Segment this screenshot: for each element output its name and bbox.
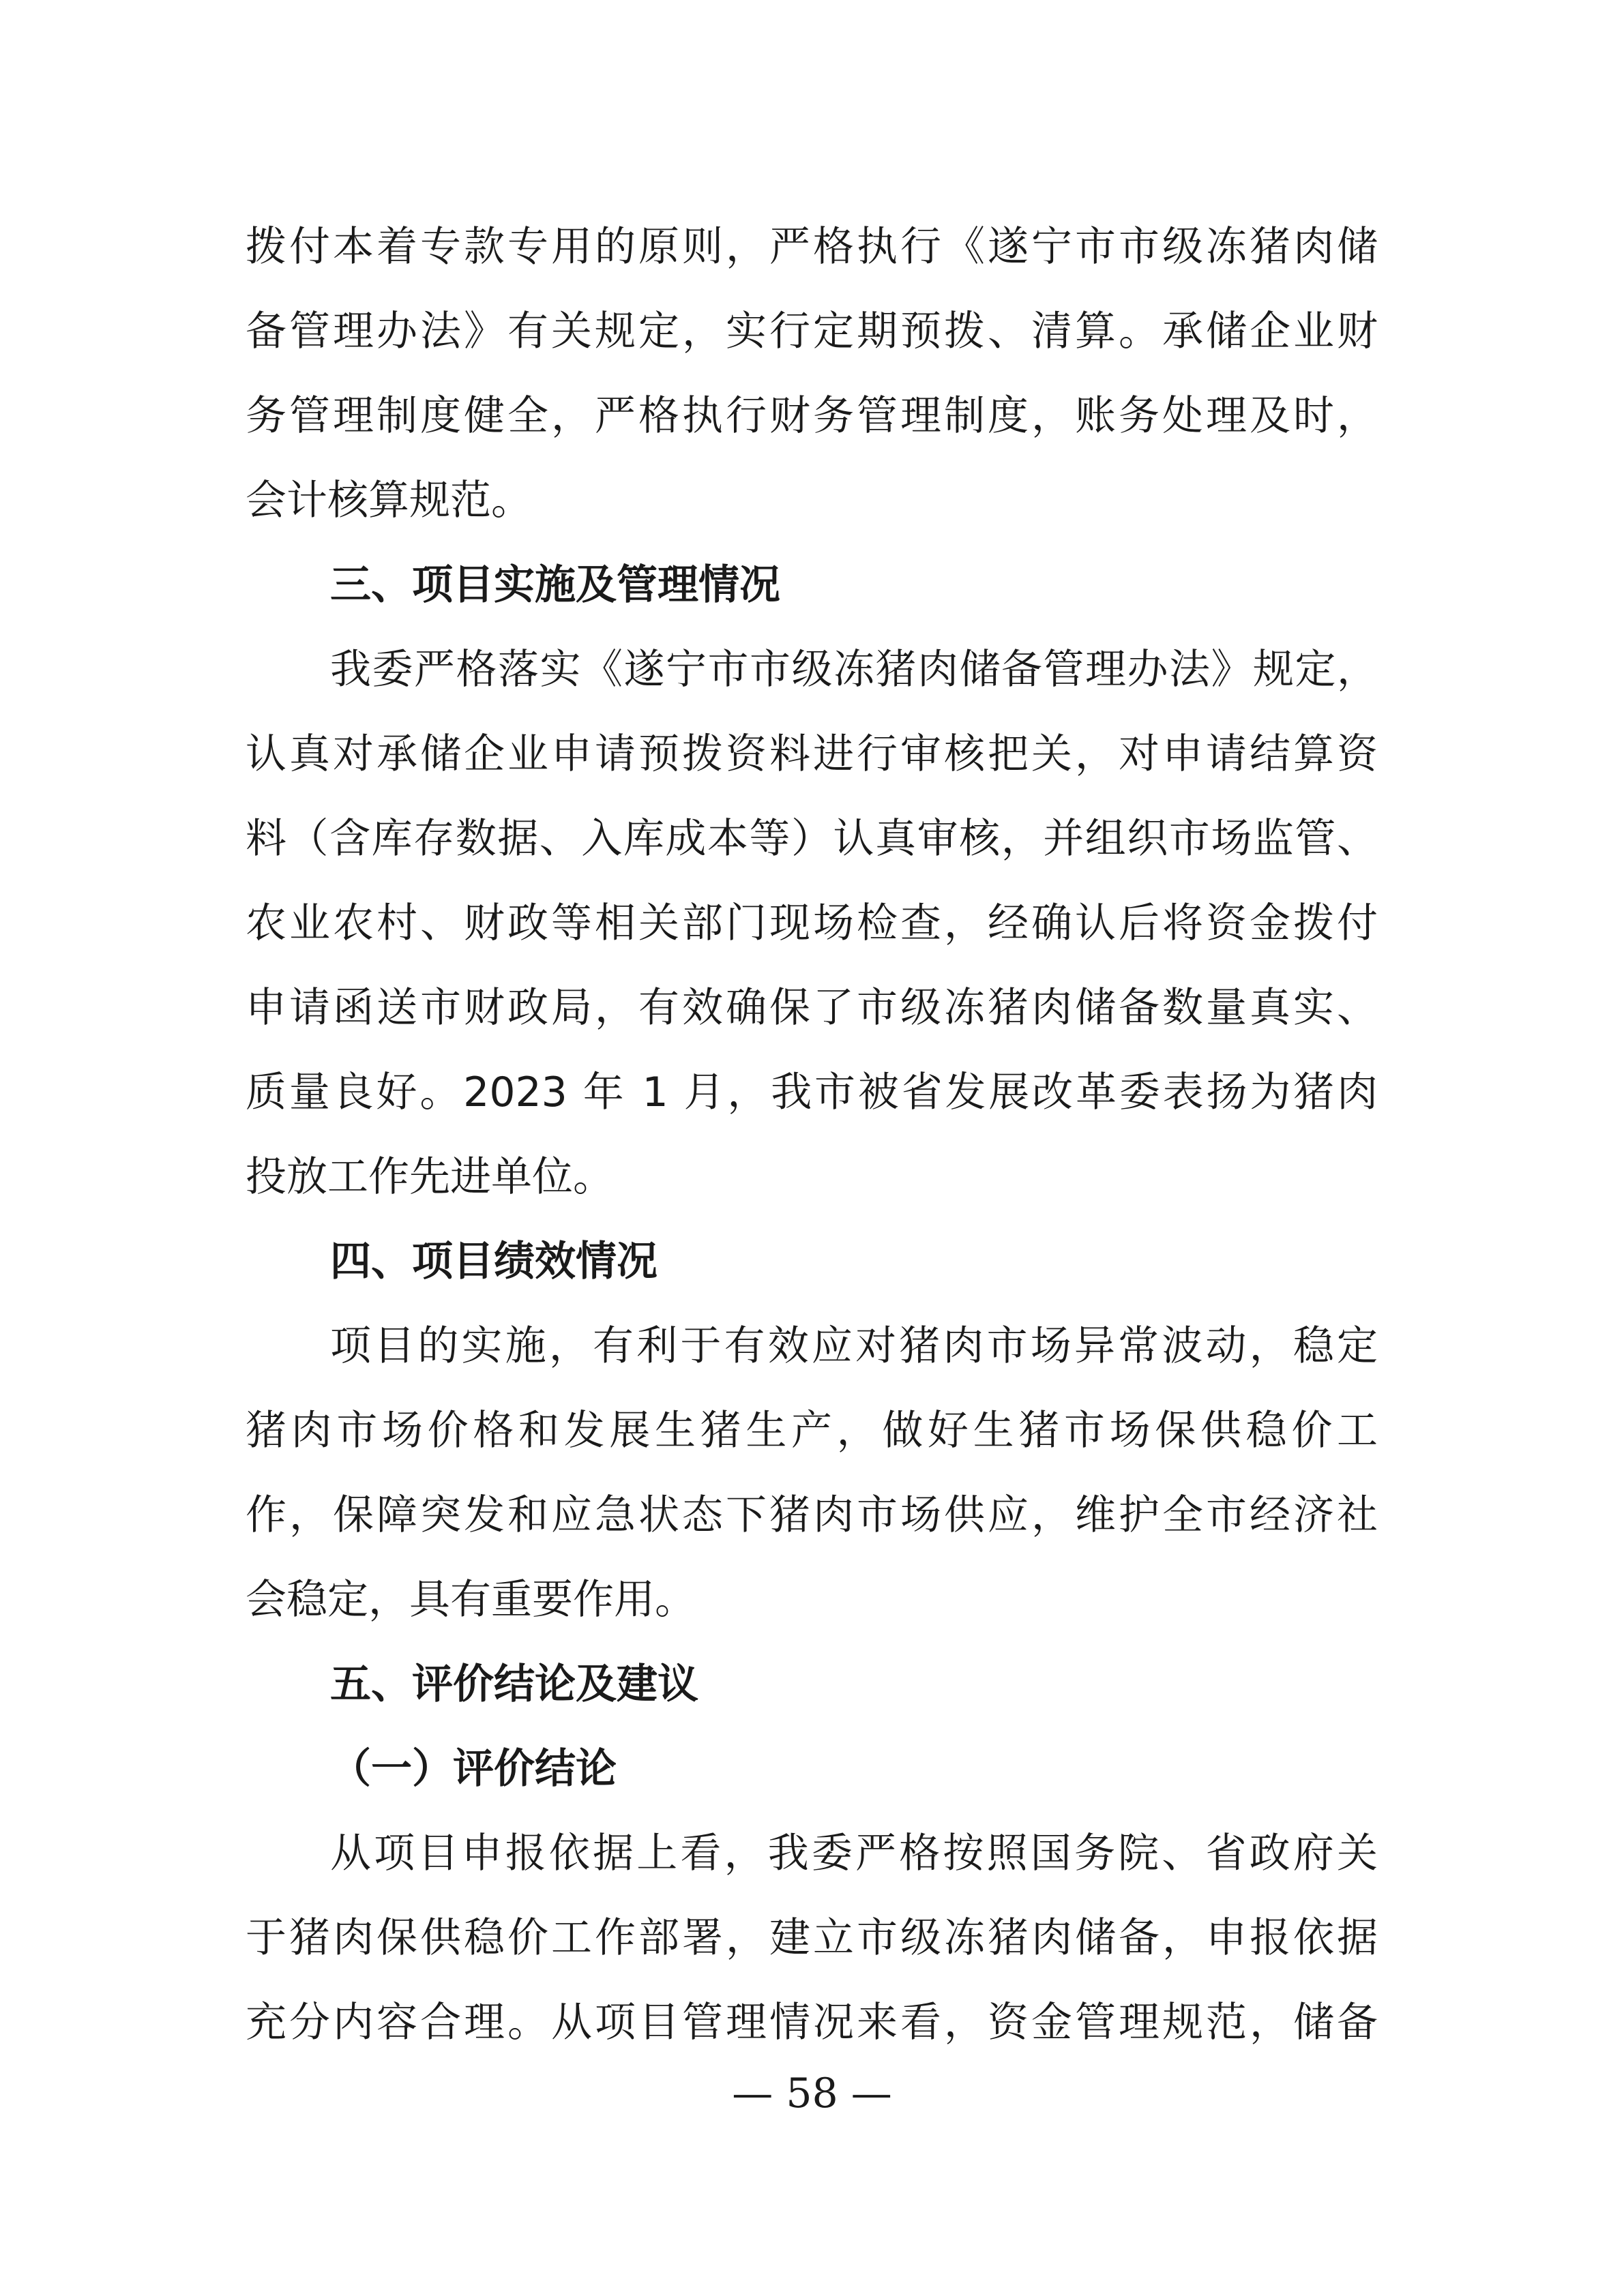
paragraph-line: 料（含库存数据、入库成本等）认真审核，并组织市场监管、 — [246, 815, 1378, 863]
paragraph-line: 于猪肉保供稳价工作部署，建立市级冻猪肉储备，申报依据 — [246, 1914, 1378, 1962]
section-heading: 四、项目绩效情况 — [330, 1238, 658, 1285]
paragraph-line: 猪肉市场价格和发展生猪生产，做好生猪市场保供稳价工 — [246, 1407, 1378, 1455]
paragraph-line: 务管理制度健全，严格执行财务管理制度，账务处理及时， — [246, 392, 1378, 440]
paragraph-line: 申请函送市财政局，有效确保了市级冻猪肉储备数量真实、 — [246, 984, 1378, 1032]
page-number: — 58 — — [732, 2070, 892, 2117]
paragraph-line: 农业农村、财政等相关部门现场检查，经确认后将资金拨付 — [246, 899, 1378, 947]
paragraph-line: 会稳定，具有重要作用。 — [246, 1576, 696, 1624]
paragraph-line: 从项目申报依据上看，我委严格按照国务院、省政府关 — [330, 1830, 1378, 1877]
section-heading: 五、评价结论及建议 — [330, 1660, 698, 1708]
paragraph-line: 项目的实施，有利于有效应对猪肉市场异常波动，稳定 — [330, 1322, 1378, 1370]
paragraph-line: 备管理办法》有关规定，实行定期预拨、清算。承储企业财 — [246, 308, 1378, 355]
paragraph-line: 我委严格落实《遂宁市市级冻猪肉储备管理办法》规定， — [330, 646, 1378, 694]
paragraph-line: 投放工作先进单位。 — [246, 1153, 614, 1201]
paragraph-line: 会计核算规范。 — [246, 477, 532, 524]
paragraph-line: 质量良好。2023 年 1 月，我市被省发展改革委表扬为猪肉 — [246, 1069, 1378, 1116]
section-heading: （一）评价结论 — [330, 1745, 617, 1793]
document-body — [246, 205, 1378, 2065]
paragraph-line: 作，保障突发和应急状态下猪肉市场供应，维护全市经济社 — [246, 1491, 1378, 1539]
paragraph-line: 充分内容合理。从项目管理情况来看，资金管理规范，储备 — [246, 1999, 1378, 2046]
paragraph-line: 认真对承储企业申请预拨资料进行审核把关，对申请结算资 — [246, 730, 1378, 778]
section-heading: 三、项目实施及管理情况 — [330, 561, 780, 609]
paragraph-line: 拨付本着专款专用的原则，严格执行《遂宁市市级冻猪肉储 — [246, 223, 1378, 271]
